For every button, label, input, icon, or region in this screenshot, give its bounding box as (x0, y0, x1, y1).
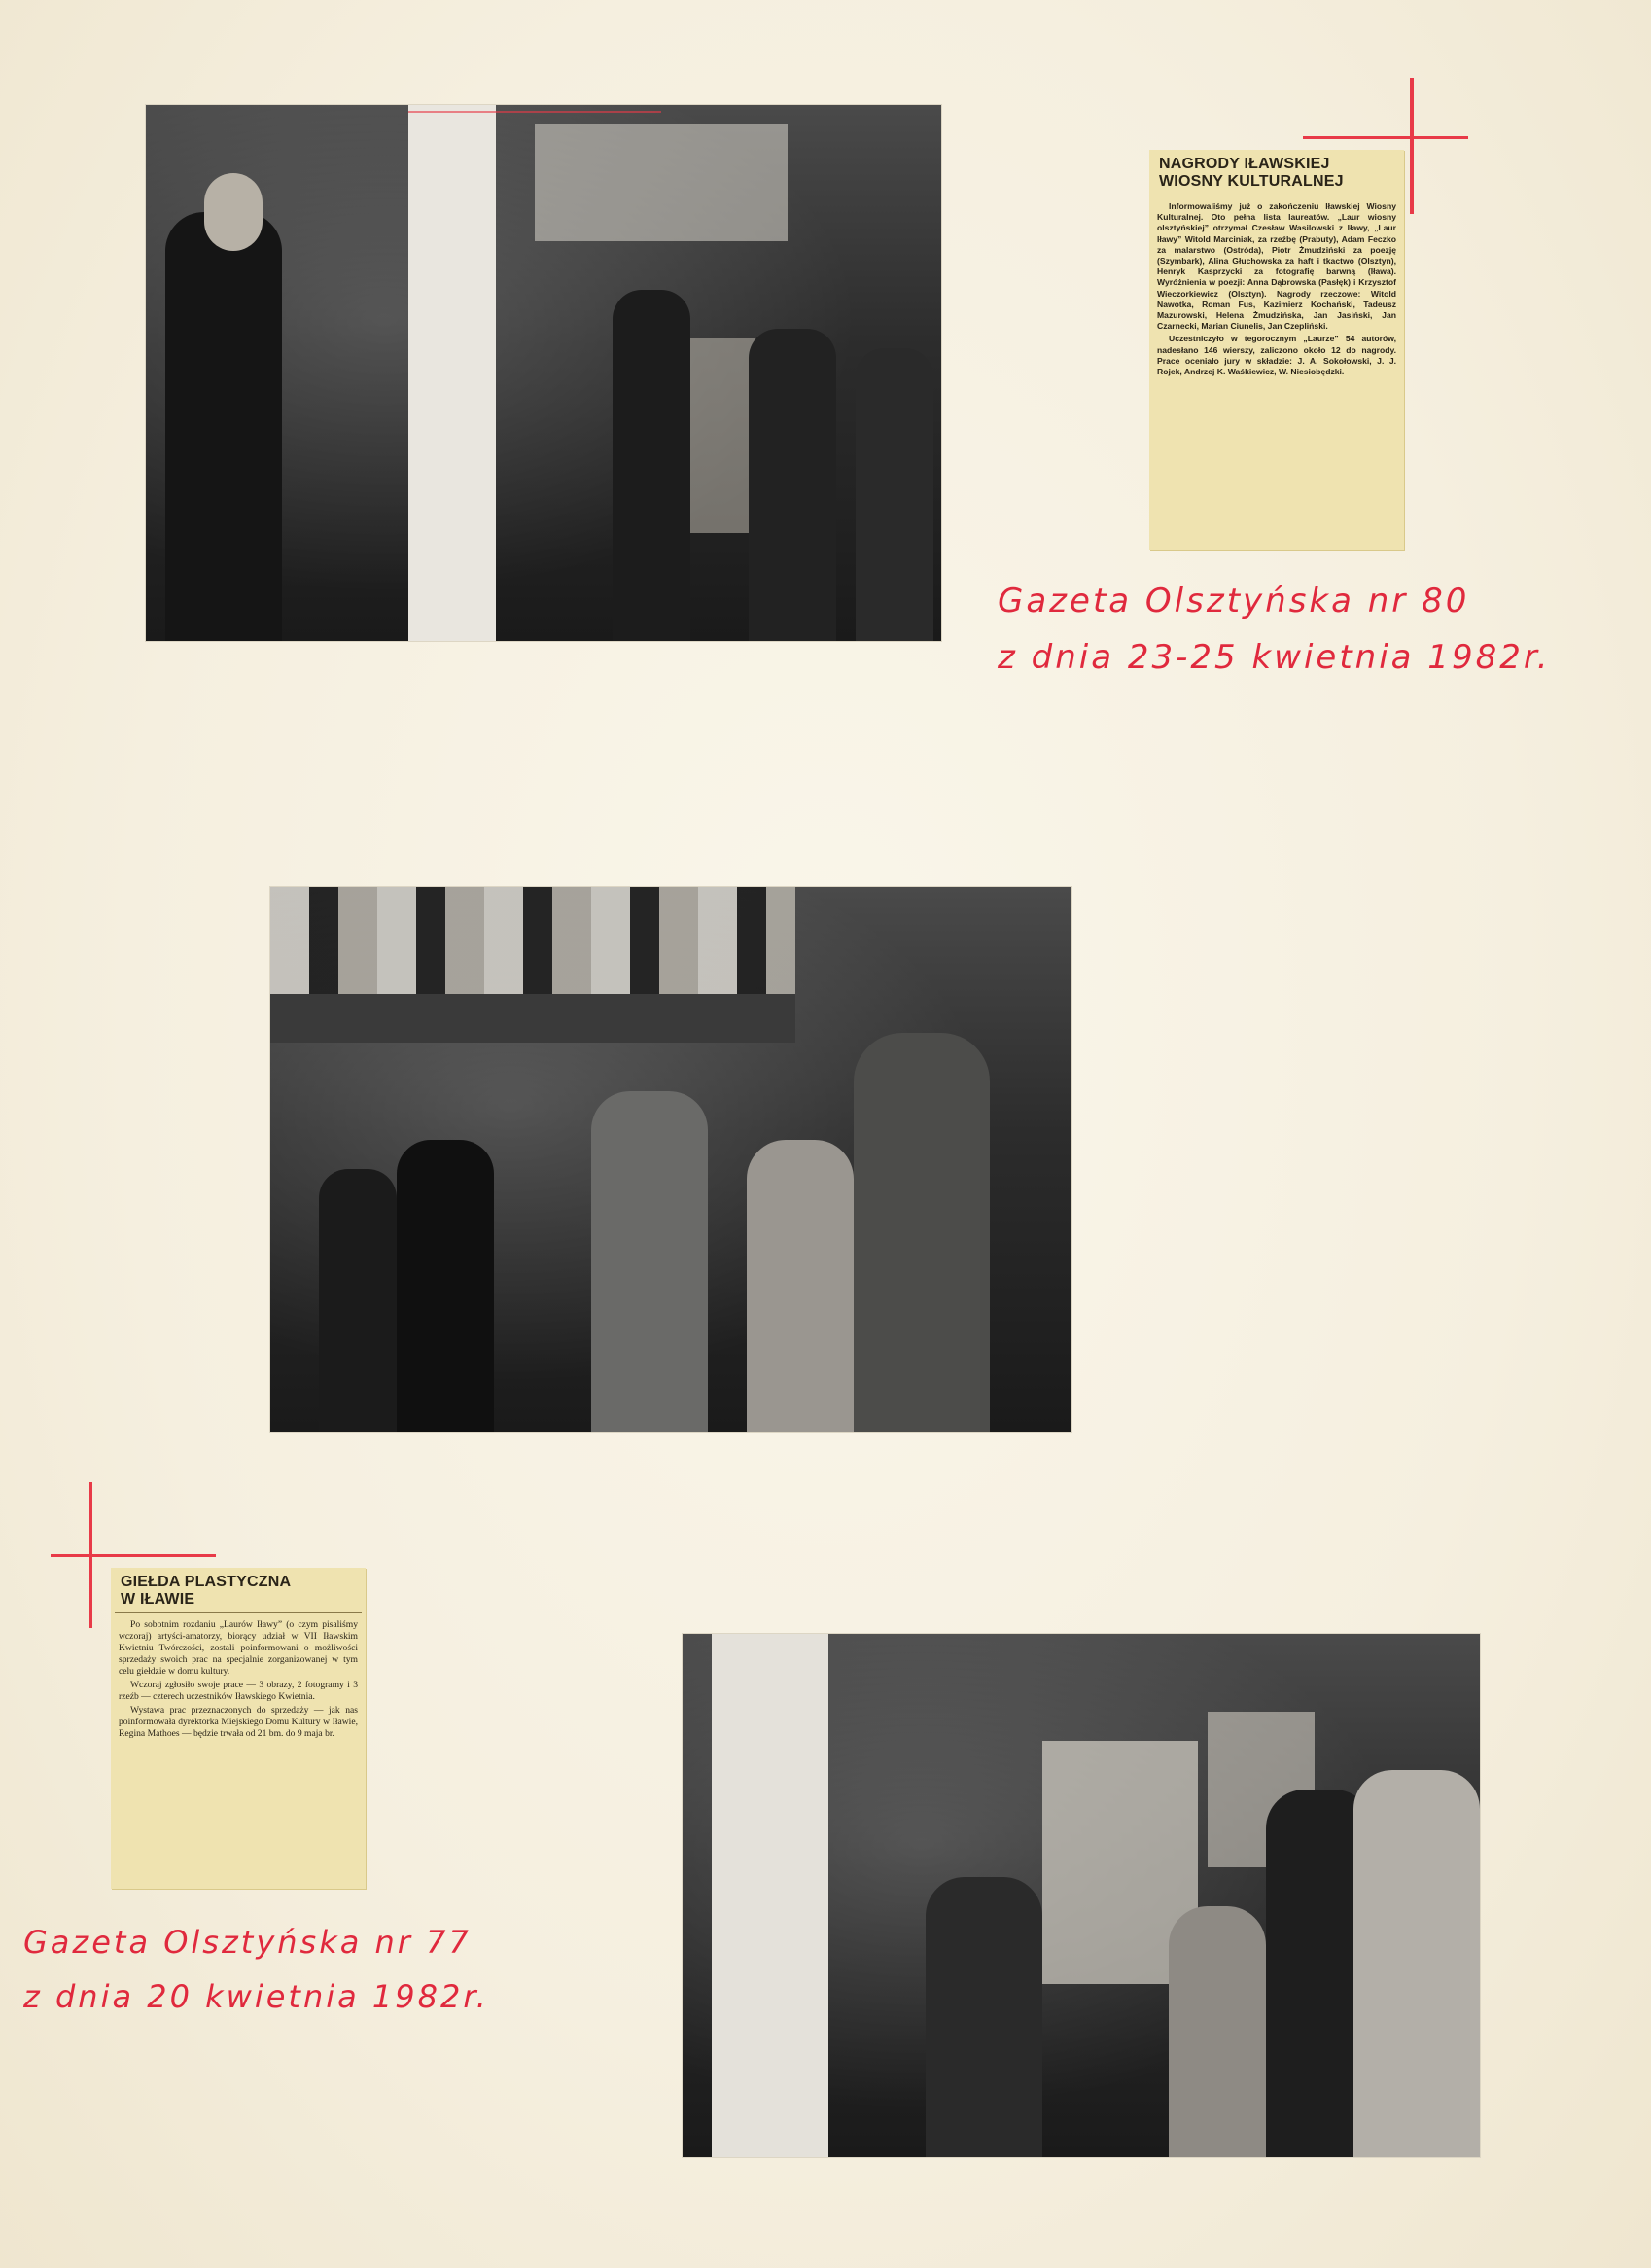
person-silhouette (747, 1140, 854, 1432)
person-head (204, 173, 263, 251)
clipping-paragraph: Po sobotnim rozdaniu „Laurów Iławy” (o czym pisaliśmy wczoraj) artyści-amatorzy, biorący udział w VII Iławskim Kwietniu Twórczości, zostali poinformowani o możliwości sprzedaży swoich prac na specjalnie zorganizowanej w tym celu giełdzie w domu kultury. (119, 1619, 358, 1677)
clipping-paragraph: Wczoraj zgłosiło swoje prace — 3 obrazy, 2 fotogramy i 3 rzeźb — czterech uczestników Iławskiego Kwietnia. (119, 1680, 358, 1702)
person-silhouette (613, 290, 690, 641)
exhibition-photo-2 (270, 887, 1071, 1432)
red-crop-mark (408, 111, 661, 113)
headline-line: W IŁAWIE (121, 1591, 195, 1608)
person-silhouette (926, 1877, 1042, 2157)
headline-line: WIOSNY KULTURALNEJ (1159, 173, 1344, 190)
clipping-body (111, 1613, 366, 1748)
exhibition-panel (408, 105, 496, 641)
person-silhouette (165, 212, 282, 641)
clipping-paragraph: Informowaliśmy już o zakończeniu Iławskiej Wiosny Kulturalnej. Oto pełna lista laureatów. „Laur wiosny olsztyńskiej” otrzymał Czesław Wasilowski z Iławy, „Laur Iławy” Witold Marciniak, za rzeźbę (Prabuty), Adam Feczko za malarstwo (Ostróda), Piotr Żmudziński za poezję (Szymbark), Alina Głuchowska za haft i tkactwo (Olsztyn), Henryk Kasprzycki za fotografię barwną (Iława). Wyróżnienia w poezji: Anna Dąbrowska (Pasłęk) i Krzysztof Wieczorkiewicz (Olsztyn). Nagrody rzeczowe: Witold Nawotka, Roman Fus, Kazimierz Kochański, Tadeusz Mazurowski, Helena Żmudzińska, Jan Jasiński, Jan Czarnecki, Marian Ciunelis, Jan Czepliński. (1157, 201, 1396, 332)
handwritten-caption: Gazeta Olsztyńska nr 77 (23, 1924, 472, 1961)
headline-line: GIEŁDA PLASTYCZNA (121, 1574, 292, 1590)
handwritten-caption: Gazeta Olsztyńska nr 80 (998, 582, 1470, 620)
wall-shelf (270, 994, 795, 1043)
clipping-body (1149, 195, 1404, 385)
clipping-headline (115, 1568, 362, 1613)
person-silhouette (591, 1091, 708, 1432)
exhibition-photo-1 (146, 105, 941, 641)
exhibition-photo-3 (683, 1634, 1480, 2157)
clipping-headline (1153, 150, 1400, 195)
red-crop-mark (1303, 136, 1468, 139)
wall-window (535, 124, 788, 241)
newspaper-clipping-1 (1149, 150, 1404, 550)
person-silhouette (856, 348, 933, 641)
clipping-paragraph: Uczestniczyło w tegorocznym „Laurze” 54 autorów, nadesłano 146 wierszy, zaliczono około 12 do nagrody. Prace oceniało jury w składzie: J. A. Sokołowski, J. J. Rojek, Andrzej K. Waśkiewicz, W. Niesiobędzki. (1157, 334, 1396, 377)
headline-line: NAGRODY IŁAWSKIEJ (1159, 156, 1330, 172)
clipping-paragraph: Wystawa prac przeznaczonych do sprzedaży — jak nas poinformowała dyrektorka Miejskiego Domu Kultury w Iławie, Regina Mathoes — będzie trwała od 21 bm. do 9 maja br. (119, 1705, 358, 1739)
person-silhouette (854, 1033, 990, 1432)
red-crop-mark (1410, 78, 1414, 214)
person-silhouette (319, 1169, 397, 1432)
person-silhouette (1169, 1906, 1266, 2157)
red-crop-mark (51, 1554, 216, 1557)
person-silhouette (397, 1140, 494, 1432)
decorative-mural (270, 887, 795, 994)
person-silhouette (1353, 1770, 1480, 2157)
handwritten-caption: z dnia 23-25 kwietnia 1982r. (998, 638, 1551, 677)
exhibition-panel (712, 1634, 828, 2157)
newspaper-clipping-2 (111, 1568, 366, 1889)
person-silhouette (749, 329, 836, 641)
handwritten-caption: z dnia 20 kwietnia 1982r. (23, 1978, 489, 2015)
